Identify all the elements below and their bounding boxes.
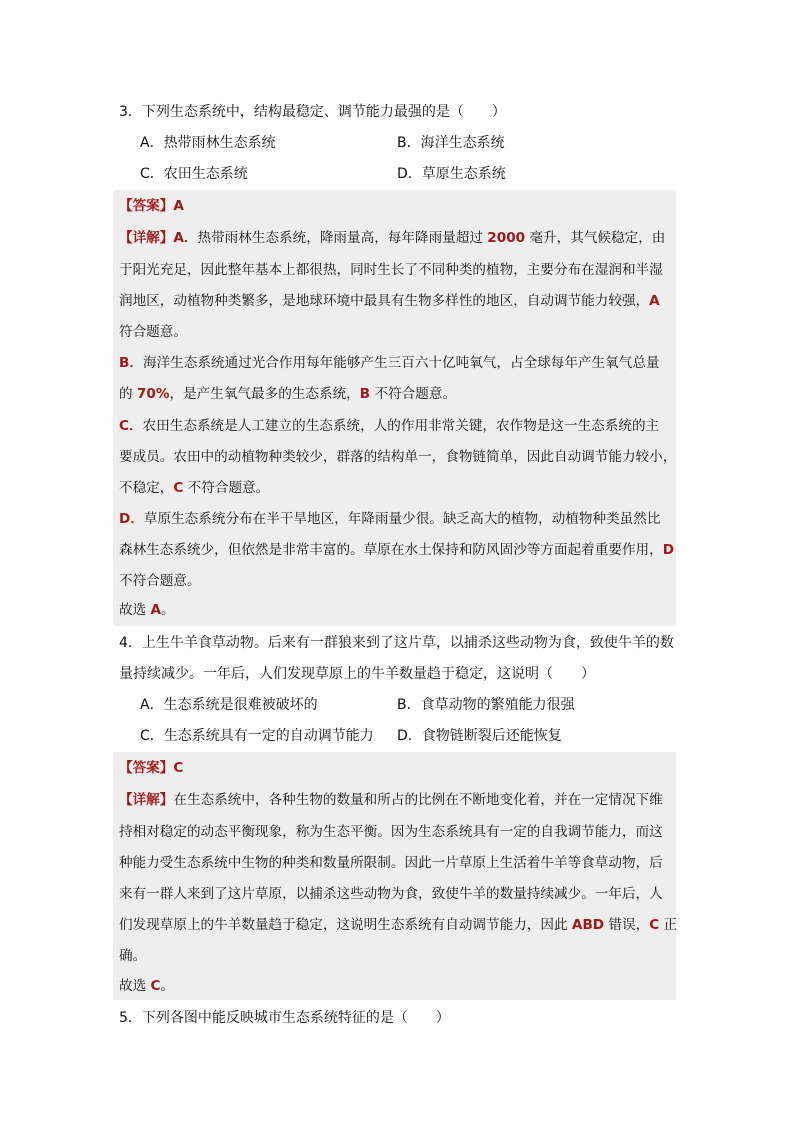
q4-detail-line-6: 确。: [119, 948, 147, 964]
q3-detail-line-7: C．农田生态系统是人工建立的生态系统，人的作用非常关键，农作物是这一生态系统的主: [119, 418, 660, 434]
q3-option-d: D．草原生态系统: [397, 166, 506, 182]
q3-detail-line-3: 润地区，动植物种类繁多，是地球环境中最具有生物多样性的地区，自动调节能力较强，A: [119, 293, 660, 309]
q3-detail-line-6: 的 70%，是产生氧气最多的生态系统，B 不符合题意。: [119, 386, 457, 402]
q3-answer: 【答案】A: [119, 198, 184, 214]
q4-answer-block: [113, 752, 676, 1000]
q3-detail-line-5: B．海洋生态系统通过光合作用每年能够产生三百六十亿吨氧气，占全球每年产生氧气总量: [119, 355, 660, 371]
q3-detail-line-12: 不符合题意。: [119, 573, 201, 589]
q4-detail-line-5: 们发现草原上的牛羊数量趋于稳定，这说明生态系统有自动调节能力，因此 ABD 错误，C 正: [119, 917, 678, 933]
q3-conclusion: 故选 A。: [119, 602, 175, 618]
q3-option-a: A．热带雨林生态系统: [140, 135, 276, 151]
q5-stem: 5．下列各图中能反映城市生态系统特征的是（ ）: [119, 1010, 450, 1026]
q4-detail-line-4: 来有一群人来到了这片草原，以捕杀这些动物为食，致使牛羊的数量持续减少。一年后，人: [119, 886, 663, 902]
q4-option-a: A．生态系统是很难被破坏的: [140, 697, 318, 713]
q3-detail-line-4: 符合题意。: [119, 324, 187, 340]
q4-detail-line-2: 持相对稳定的动态平衡现象，称为生态平衡。因为生态系统具有一定的自我调节能力，而这: [119, 824, 663, 840]
q3-detail-line-9: 不稳定，C 不符合题意。: [119, 480, 270, 496]
q3-detail-tag: 【详解】: [119, 230, 174, 246]
q3-detail-line-10: D．草原生态系统分布在半干旱地区，年降雨量少很。缺乏高大的植物，动植物种类虽然比: [119, 511, 661, 527]
q4-detail-tag: 【详解】: [119, 792, 174, 808]
q4-conclusion: 故选 C。: [119, 978, 175, 994]
q4-option-c: C．生态系统具有一定的自动调节能力: [140, 728, 374, 744]
q4-detail-line-3: 种能力受生态系统中生物的种类和数量所限制。因此一片草原上生活着牛羊等食草动物，后: [119, 855, 663, 871]
q3-option-c: C．农田生态系统: [140, 166, 248, 182]
q4-stem-line-2: 量持续减少。一年后，人们发现草原上的牛羊数量趋于稳定，这说明（ ）: [119, 666, 595, 682]
q3-detail-line-1: 【详解】A．热带雨林生态系统，降雨量高，每年降雨量超过 2000 毫升，其气候稳定，由: [119, 230, 666, 246]
q3-stem: 3．下列生态系统中，结构最稳定、调节能力最强的是（ ）: [119, 104, 506, 120]
q3-answer-block: [113, 190, 676, 626]
q3-detail-line-2: 于阳光充足，因此整年基本上都很热，同时生长了不同种类的植物，主要分布在湿润和半湿: [119, 262, 663, 278]
q4-stem-line-1: 4．上生牛羊食草动物。后来有一群狼来到了这片草，以捕杀这些动物为食，致使牛羊的数: [119, 635, 674, 651]
q4-detail-line-1: 【详解】在生态系统中，各种生物的数量和所占的比例在不断地变化着，并在一定情况下维: [119, 792, 663, 808]
q3-option-b: B．海洋生态系统: [397, 135, 505, 151]
q3-detail-line-11: 森林生态系统少，但依然是非常丰富的。草原在水土保持和防风固沙等方面起着重要作用，D: [119, 542, 675, 558]
q3-detail-line-8: 要成员。农田中的动植物种类较少，群落的结构单一，食物链简单，因此自动调节能力较小，: [119, 449, 677, 465]
q4-answer: 【答案】C: [119, 760, 184, 776]
q4-option-d: D．食物链断裂后还能恢复: [397, 728, 562, 744]
q4-option-b: B．食草动物的繁殖能力很强: [397, 697, 575, 713]
